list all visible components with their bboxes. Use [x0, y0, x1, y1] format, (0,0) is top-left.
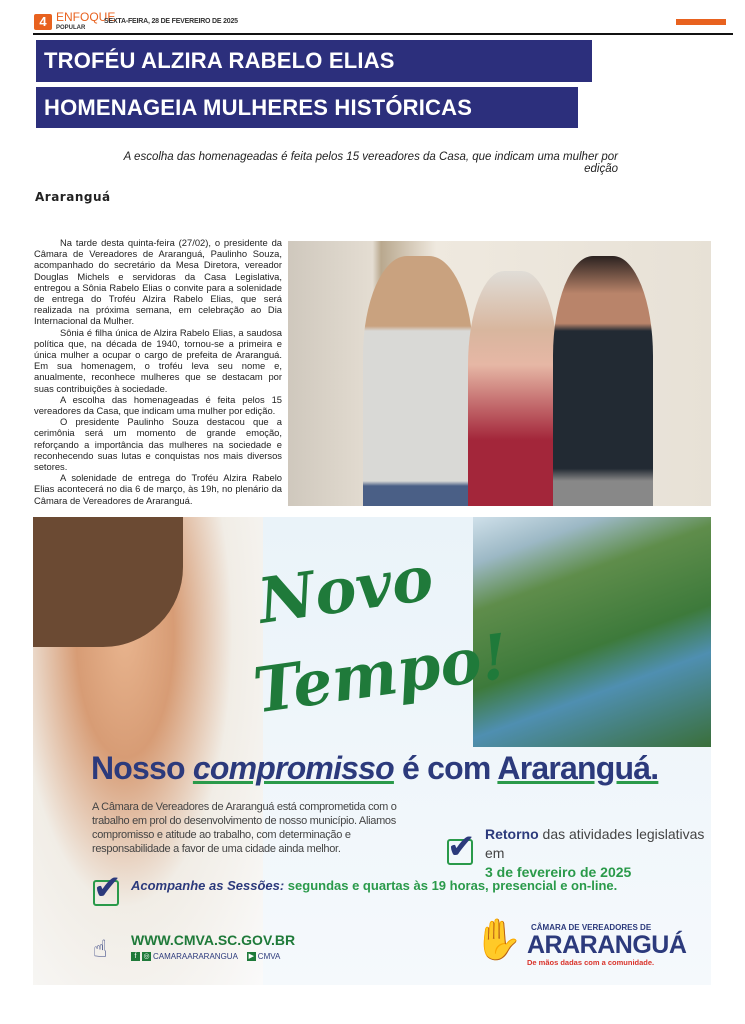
logo-tagline: De mãos dadas com a comunidade.: [527, 958, 655, 967]
hand-logo-icon: ✋: [473, 917, 523, 963]
headline-line-1: TROFÉU ALZIRA RABELO ELIAS: [36, 40, 592, 82]
instagram-icon: ◎: [143, 953, 150, 961]
headline-line-2: HOMENAGEIA MULHERES HISTÓRICAS: [36, 87, 578, 128]
youtube-handle[interactable]: CMVA: [257, 952, 281, 961]
youtube-icon: ▶: [248, 953, 254, 961]
aerial-city-photo: [473, 517, 711, 747]
header-accent-bar: [676, 19, 726, 25]
paragraph: A solenidade de entrega do Troféu Alzira Rabelo Elias acontecerá no dia 6 de março, às 19h, no plenário da Câmara de Vereadores de Araranguá.: [34, 472, 282, 506]
website-link[interactable]: WWW.CMVA.SC.GOV.BR: [131, 932, 296, 948]
logo-line2: ARARANGUÁ: [527, 931, 687, 959]
paragraph: A escolha das homenageadas é feita pelos 15 vereadores da Casa, que indicam uma mulher por edição.: [34, 393, 282, 417]
ad-headline-city: Araranguá.: [497, 750, 659, 786]
ad-script-novo: Novo: [253, 541, 438, 638]
sessions-label: Acompanhe as Sessões:: [131, 878, 285, 893]
checkmark-icon: [447, 839, 473, 865]
social-links: [131, 952, 280, 961]
ad-headline-part: Nosso: [91, 750, 193, 786]
ad-body-text: A Câmara de Vereadores de Araranguá está comprometida com o trabalho em prol do desenvolvimento de nosso município. Aliamos compromisso e atitude ao trabalho, com determinação e responsabilidade a favor de uma cidade ainda melhor.: [92, 801, 397, 855]
ad-headline: [91, 750, 658, 787]
paragraph: O presidente Paulinho Souza destacou que a cerimônia será um momento de grande emoção, reforçando a importância das mulheres na sociedade e reconhecendo suas lutas e conquistas nos mais diversos setores.: [34, 416, 282, 473]
checkmark-icon: [93, 880, 119, 906]
photo-person: [553, 256, 653, 506]
return-text: das atividades legislativas em: [485, 826, 705, 861]
paragraph: Sônia é filha única de Alzira Rabelo Elias, a saudosa política que, na década de 1940, tornou-se a primeira e única mulher a ocupar o cargo de prefeita de Araranguá. Em sua homenagem, o troféu leva seu nome e, anualmente, reconhece mulheres que se destacam por suas contribuições à sociedade.: [34, 326, 282, 394]
article-body: [34, 237, 282, 506]
pointing-hand-icon: ☝: [93, 935, 108, 963]
advertisement-banner: [33, 517, 711, 985]
header-rule: [33, 33, 733, 35]
ad-script-tempo: Tempo!: [249, 619, 513, 728]
ad-headline-emphasis: compromisso: [192, 750, 394, 786]
logo-line1: CÂMARA DE VEREADORES DE: [531, 923, 652, 932]
facebook-icon: f: [131, 952, 140, 961]
page-number: 4: [34, 14, 52, 30]
sessions-text: segundas e quartas às 19 horas, presencial e on-line.: [284, 878, 618, 893]
paragraph: Na tarde desta quinta-feira (27/02), o presidente da Câmara de Vereadores de Araranguá, Paulinho Souza, acompanhado do secretário da Mesa Diretora, vereador Douglas Michels e servidoras da Casa Legislativa, entregou a Sônia Rabelo Elias o convite para a solenidade de entrega do Troféu Alzira Rabelo Elias, que será realizada na próxima semana, em celebração ao Dia Internacional da Mulher.: [34, 237, 282, 327]
return-info: [485, 825, 711, 882]
photo-person: [468, 271, 558, 506]
article-subtitle: A escolha das homenageadas é feita pelos 15 vereadores da Casa, que indicam uma mulher por edição: [123, 151, 618, 175]
camara-logo: [473, 915, 687, 970]
social-handle[interactable]: CAMARAARARANGUA: [153, 952, 238, 961]
brand-sub: POPULAR: [56, 25, 86, 31]
brand-name: ENFOQUE: [56, 10, 116, 24]
dateline: Araranguá: [35, 190, 111, 204]
article-photo: [288, 241, 711, 506]
issue-date: SEXTA-FEIRA, 28 DE FEVEREIRO DE 2025: [104, 18, 238, 25]
photo-person: [363, 256, 473, 506]
ad-headline-part: é com: [393, 750, 498, 786]
return-bold: Retorno: [485, 826, 539, 842]
return-date: 3 de fevereiro de 2025: [485, 864, 632, 880]
